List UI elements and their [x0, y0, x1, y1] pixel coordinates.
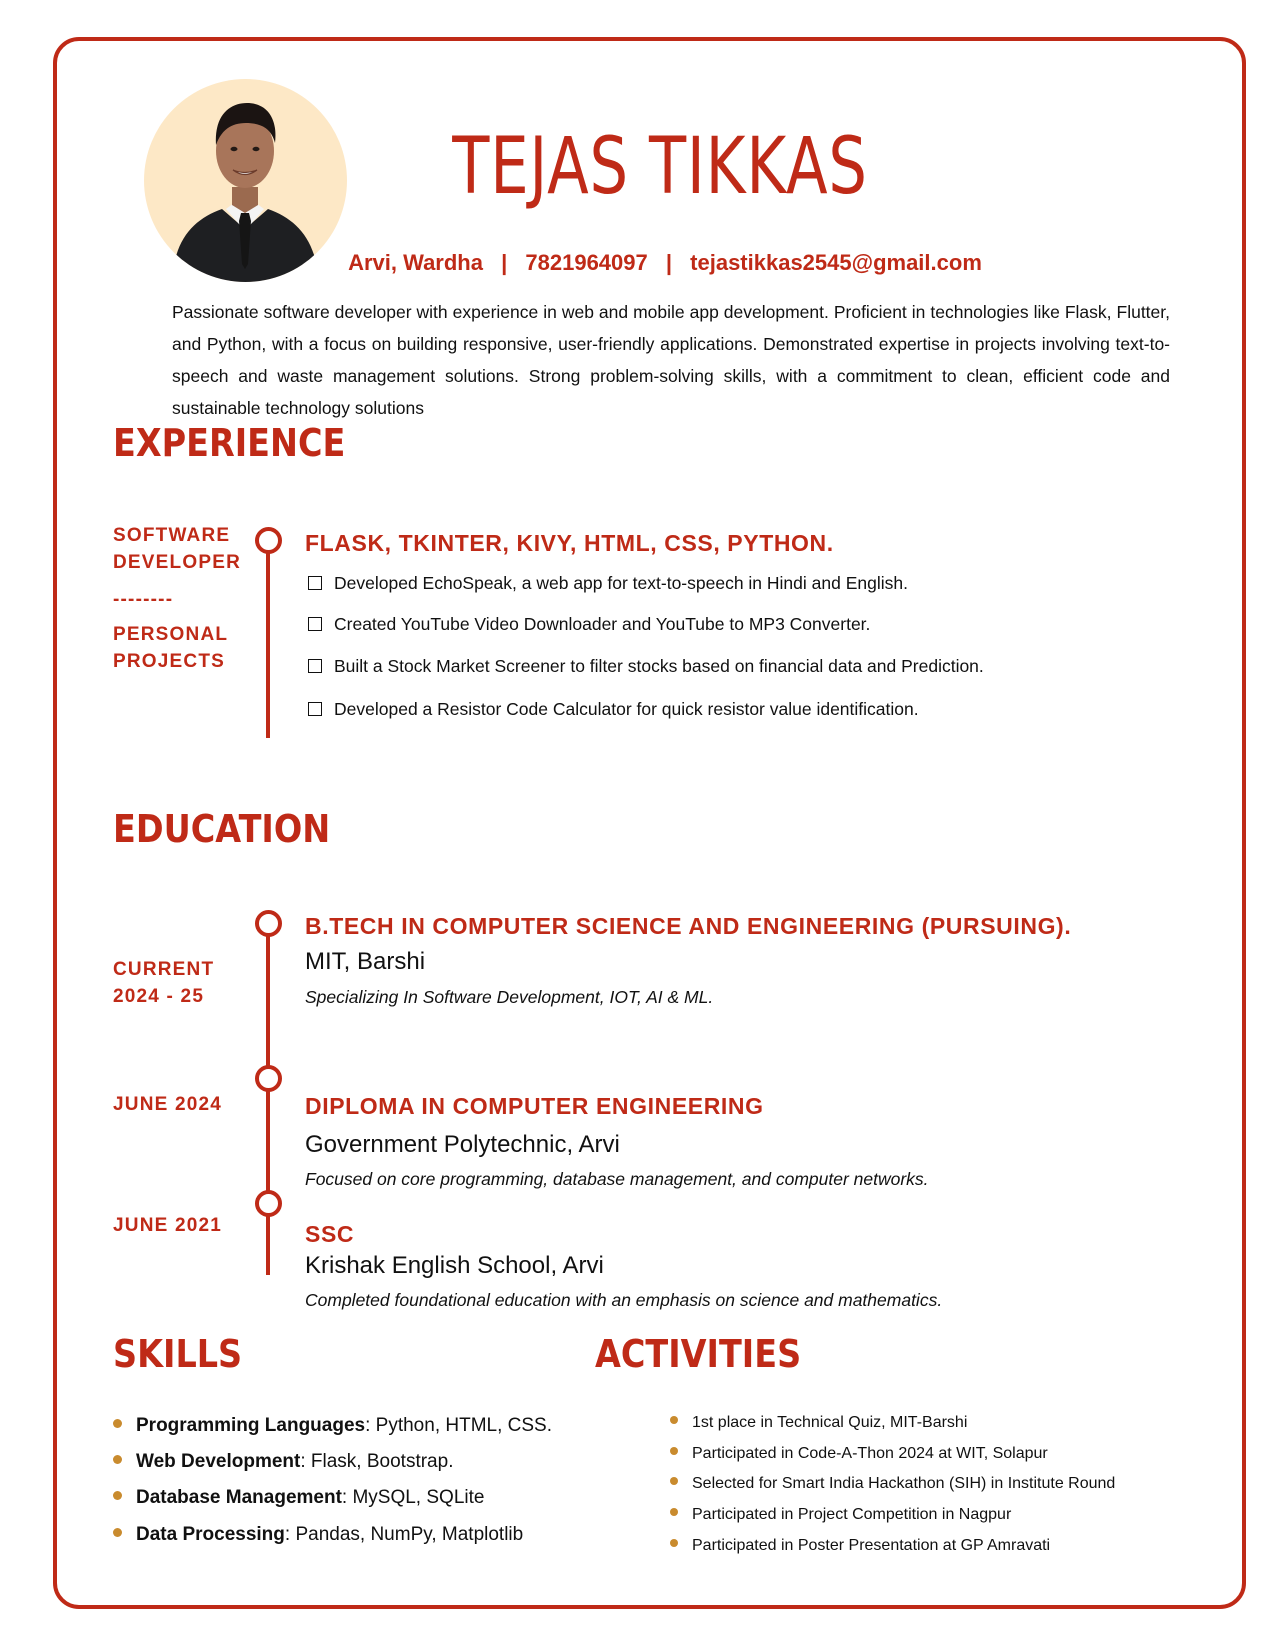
activity-item: Selected for Smart India Hackathon (SIH) in Institute Round	[670, 1475, 1115, 1493]
education-degree: SSC	[305, 1221, 355, 1247]
role-line: DEVELOPER	[113, 552, 241, 573]
separator: |	[665, 250, 673, 275]
experience-title: EXPERIENCE	[113, 421, 346, 465]
bullet-dot-icon	[670, 1477, 678, 1485]
person-illustration	[144, 79, 347, 282]
activity-item: 1st place in Technical Quiz, MIT-Barshi	[670, 1414, 967, 1432]
activities-title: ACTIVITIES	[595, 1332, 802, 1376]
timeline-node	[255, 527, 282, 554]
bullet-dot-icon	[113, 1491, 122, 1500]
activity-item: Participated in Code-A-Thon 2024 at WIT, Solapur	[670, 1445, 1048, 1463]
experience-bullet: Developed EchoSpeak, a web app for text-to-speech in Hindi and English.	[308, 573, 908, 594]
bullet-dot-icon	[113, 1419, 122, 1428]
skill-item: Web Development: Flask, Bootstrap.	[113, 1451, 453, 1473]
education-school: MIT, Barshi	[305, 948, 426, 975]
activity-item: Participated in Project Competition in Nagpur	[670, 1506, 1011, 1524]
candidate-name: TEJAS TIKKAS	[452, 122, 868, 212]
timeline-node	[255, 1190, 282, 1217]
education-title: EDUCATION	[113, 807, 331, 851]
bullet-dot-icon	[670, 1416, 678, 1424]
experience-role	[113, 522, 241, 675]
education-timeline	[266, 920, 270, 1275]
education-desc: Focused on core programming, database management, and computer networks.	[305, 1169, 929, 1189]
experience-bullet: Created YouTube Video Downloader and YouTube to MP3 Converter.	[308, 614, 870, 635]
separator: |	[501, 250, 508, 275]
skill-item: Data Processing: Pandas, NumPy, Matplotlib	[113, 1524, 523, 1546]
skills-title: SKILLS	[113, 1332, 243, 1376]
checkbox-icon	[308, 659, 322, 673]
experience-tech: FLASK, TKINTER, KIVY, HTML, CSS, PYTHON.	[305, 530, 834, 556]
location: Arvi, Wardha	[348, 250, 483, 275]
skill-item: Programming Languages: Python, HTML, CSS.	[113, 1415, 552, 1437]
experience-bullet: Developed a Resistor Code Calculator for quick resistor value identification.	[308, 699, 919, 720]
phone: 7821964097	[525, 250, 648, 275]
timeline-node	[255, 910, 282, 937]
education-date: JUNE 2021	[113, 1215, 223, 1236]
role-line: SOFTWARE	[113, 525, 231, 546]
skill-item: Database Management: MySQL, SQLite	[113, 1487, 484, 1509]
role-divider: --------	[113, 589, 174, 610]
timeline-node	[255, 1065, 282, 1092]
role-line: PERSONAL	[113, 624, 229, 645]
experience-bullet: Built a Stock Market Screener to filter stocks based on financial data and Prediction.	[308, 656, 984, 677]
email[interactable]: tejastikkas2545@gmail.com	[690, 250, 982, 275]
education-date: JUNE 2024	[113, 1094, 223, 1115]
education-school: Krishak English School, Arvi	[305, 1252, 604, 1279]
summary: Passionate software developer with experience in web and mobile app development. Proficient in technologies like Flask, Flutter, and Python, with a focus on building responsive, user-friendly applications. Demonstrated expertise in projects involving text-to-speech and waste management solutions. Strong problem-solving skills, with a commitment to clean, efficient code and sustainable technology solutions	[172, 302, 1170, 418]
education-degree: DIPLOMA IN COMPUTER ENGINEERING	[305, 1093, 764, 1119]
education-school: Government Polytechnic, Arvi	[305, 1131, 620, 1158]
activity-item: Participated in Poster Presentation at GP Amravati	[670, 1537, 1050, 1555]
education-desc: Completed foundational education with an emphasis on science and mathematics.	[305, 1290, 943, 1310]
role-line: PROJECTS	[113, 651, 226, 672]
education-desc: Specializing In Software Development, IOT, AI & ML.	[305, 987, 714, 1007]
checkbox-icon	[308, 576, 322, 590]
bullet-dot-icon	[670, 1539, 678, 1547]
checkbox-icon	[308, 617, 322, 631]
education-degree: B.TECH IN COMPUTER SCIENCE AND ENGINEERING (PURSUING).	[305, 913, 1072, 939]
contact-line	[330, 250, 1000, 276]
bullet-dot-icon	[113, 1455, 122, 1464]
bullet-dot-icon	[670, 1508, 678, 1516]
experience-timeline	[266, 540, 270, 738]
checkbox-icon	[308, 702, 322, 716]
education-date: CURRENT 2024 - 25	[113, 959, 215, 1007]
bullet-dot-icon	[113, 1528, 122, 1537]
profile-photo	[144, 79, 347, 282]
bullet-dot-icon	[670, 1447, 678, 1455]
